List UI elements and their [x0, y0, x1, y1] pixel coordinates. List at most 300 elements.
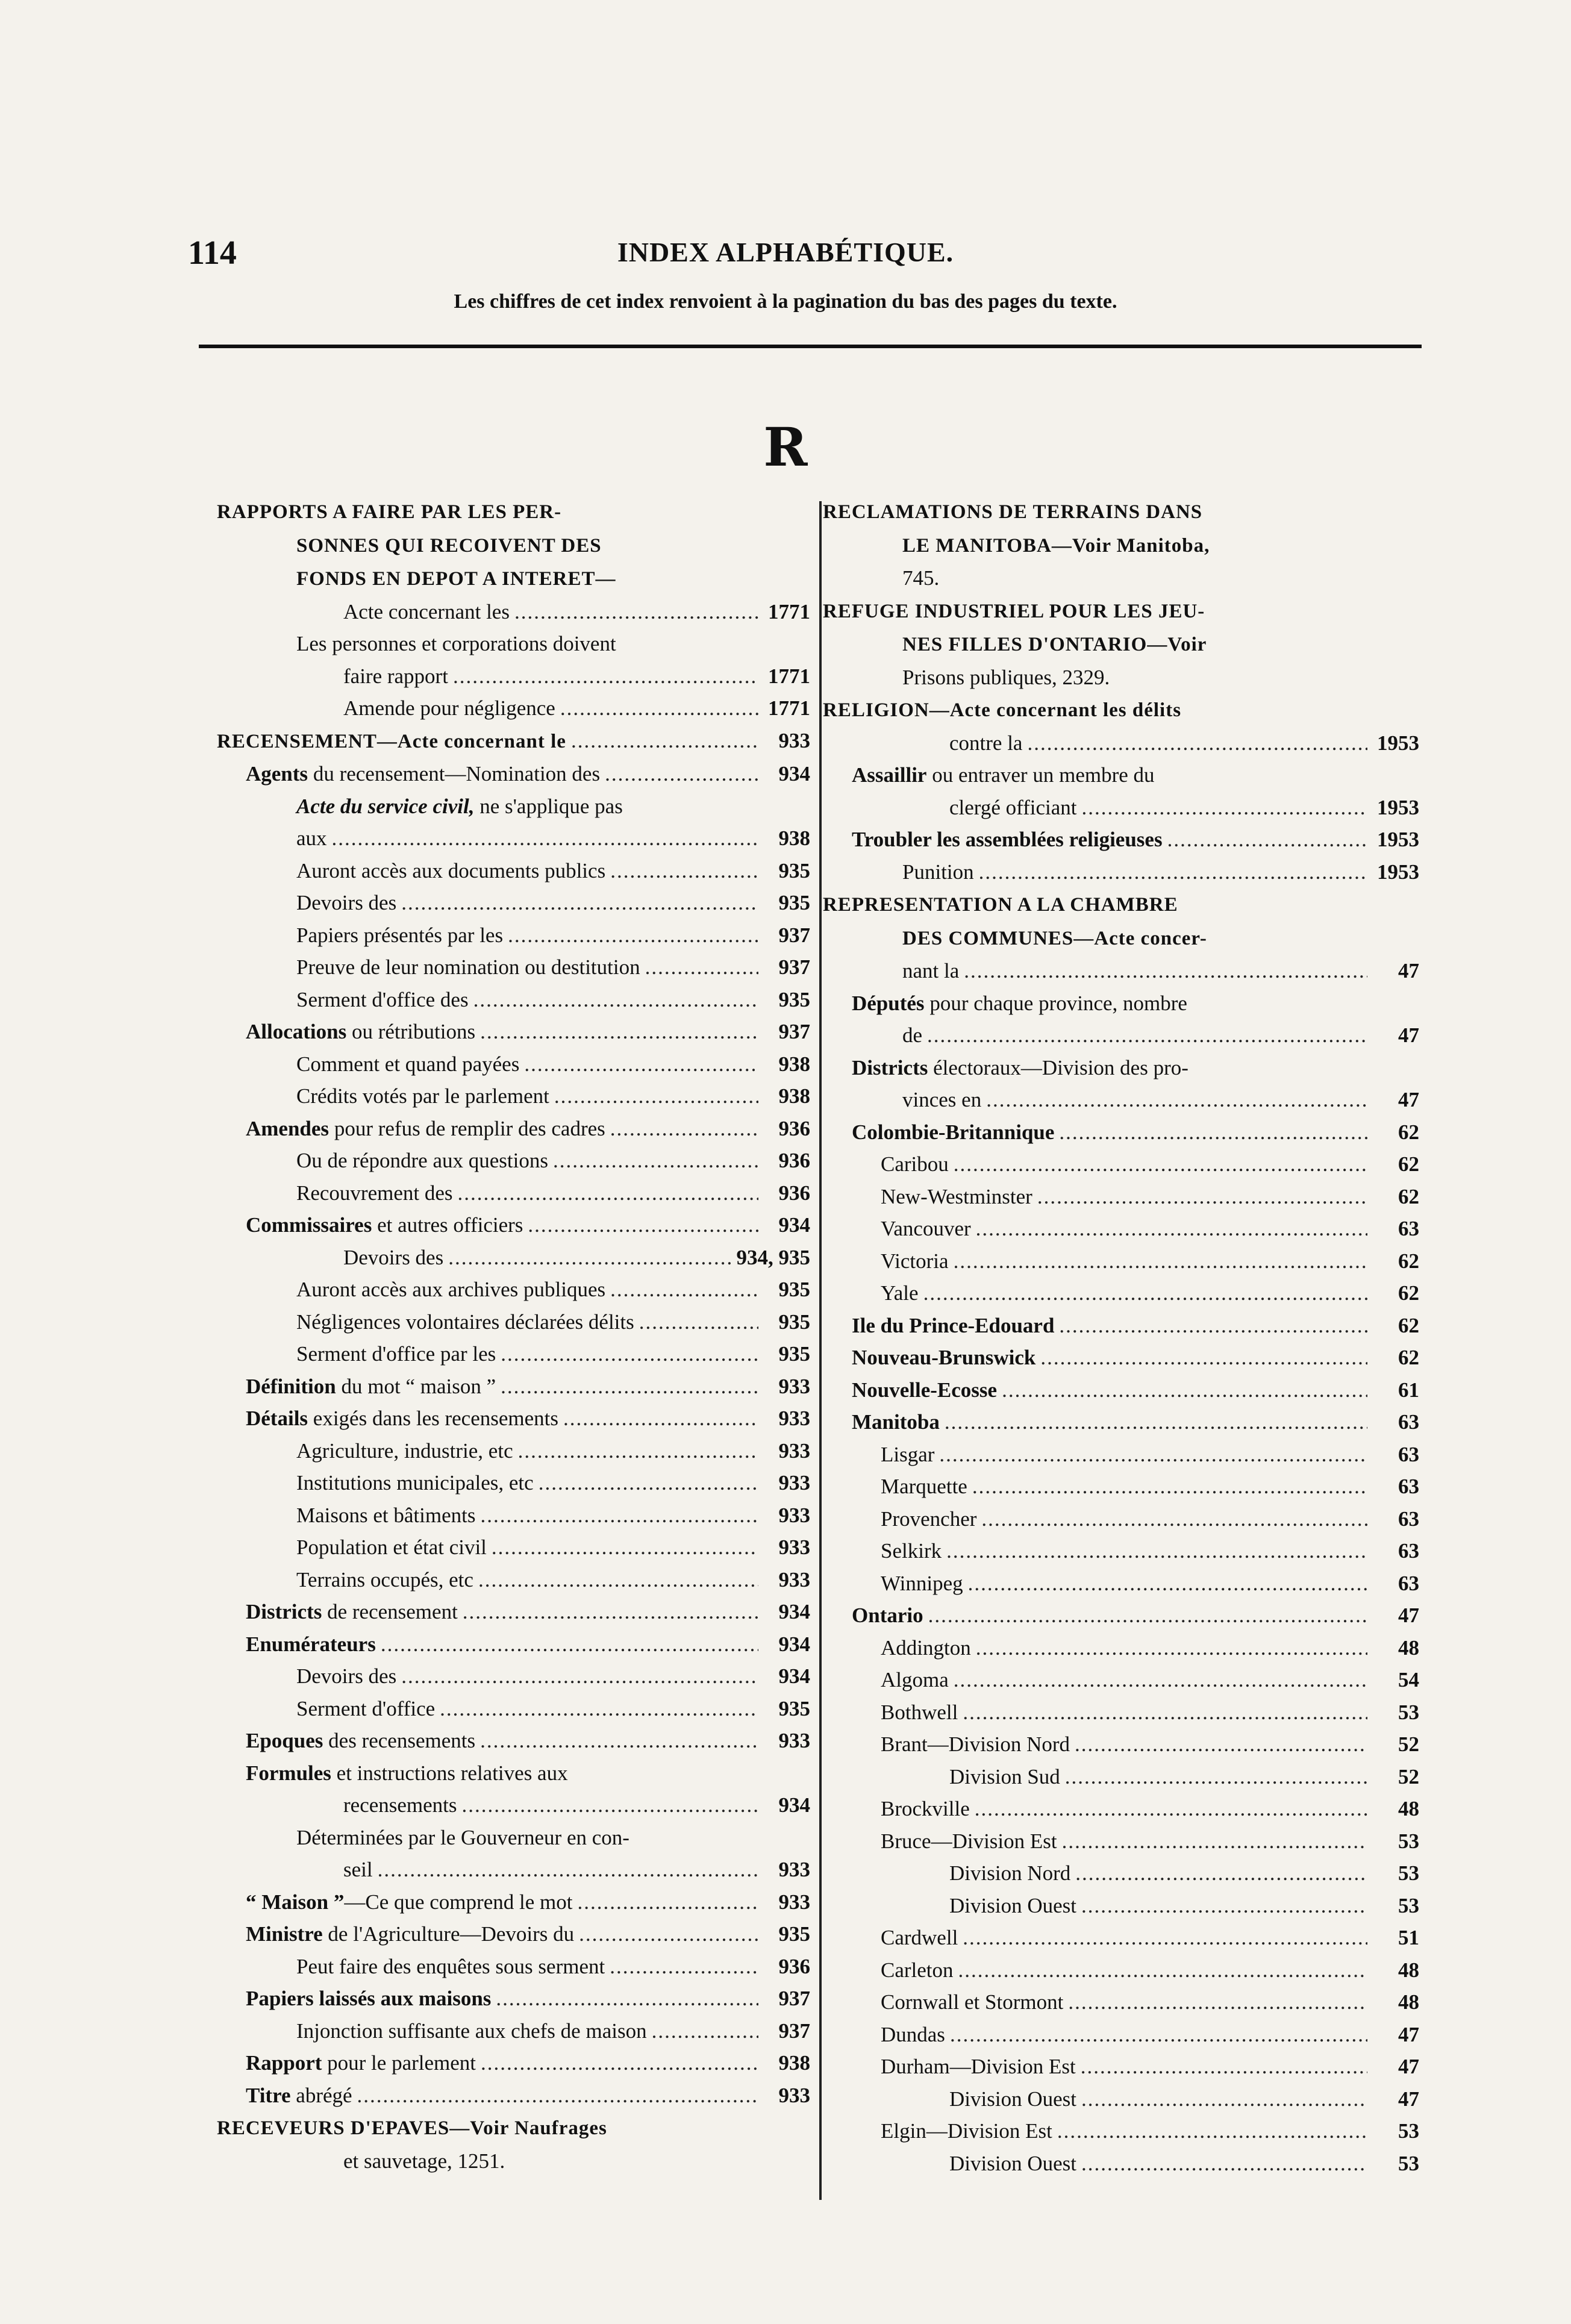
- section-letter: R: [763, 416, 808, 478]
- page-reference: 62: [1398, 1313, 1419, 1337]
- page-reference: 935: [778, 1310, 810, 1334]
- entry-text: Allocations ou rétributions: [246, 1020, 476, 1043]
- index-column-left: [217, 495, 810, 2177]
- entry-text: Lisgar: [881, 1442, 935, 1466]
- page-reference: 933: [778, 1858, 810, 1881]
- leader-dots: [975, 1793, 1367, 1825]
- index-entry: [823, 1761, 1419, 1793]
- entry-text: Auront accès aux documents publics: [296, 858, 606, 882]
- page-reference: 935: [778, 1278, 810, 1301]
- entry-text: Elgin—Division Est: [881, 2119, 1052, 2143]
- leader-dots: [639, 1306, 758, 1338]
- leader-dots: [963, 1696, 1367, 1729]
- entry-text: REPRESENTATION A LA CHAMBRE: [823, 894, 1178, 916]
- leader-dots: [577, 1886, 758, 1919]
- page-reference: 934, 935: [736, 1245, 810, 1269]
- entry-text: Division Nord: [949, 1861, 1071, 1885]
- index-entry: [217, 1016, 810, 1048]
- entry-text: Troubler les assemblées religieuses: [852, 828, 1163, 851]
- index-entry: [217, 822, 810, 855]
- leader-dots: [645, 951, 758, 984]
- leader-dots: [986, 1084, 1367, 1116]
- index-entry: [217, 951, 810, 984]
- entry-text: Dundas: [881, 2022, 945, 2046]
- index-entry: [217, 1596, 810, 1628]
- page-reference: 937: [778, 1020, 810, 1043]
- page-reference: 47: [1398, 1604, 1419, 1627]
- page-reference: 933: [778, 1407, 810, 1430]
- entry-text: Agriculture, industrie, etc: [296, 1438, 513, 1463]
- entry-text: Cardwell: [881, 1926, 958, 1949]
- entry-text: Commissaires et autres officiers: [246, 1213, 523, 1237]
- leader-dots: [579, 1918, 758, 1951]
- page-reference: 63: [1398, 1571, 1419, 1595]
- index-entry: [217, 1370, 810, 1403]
- leader-dots: [945, 1406, 1367, 1438]
- leader-dots: [950, 2019, 1367, 2051]
- index-entry: [823, 1954, 1419, 1987]
- entry-text: Papiers laissés aux maisons: [246, 1987, 492, 2010]
- index-entry: [823, 888, 1419, 922]
- index-entry: [217, 1951, 810, 1983]
- leader-dots: [1059, 1116, 1367, 1149]
- entry-text: RECLAMATIONS DE TERRAINS DANS: [823, 501, 1203, 523]
- entry-text: clergé officiant: [949, 795, 1077, 819]
- entry-text: Serment d'office par les: [296, 1342, 496, 1366]
- page-reference: 933: [778, 728, 810, 752]
- entry-text: Division Ouest: [949, 2151, 1076, 2175]
- index-entry: [217, 790, 810, 823]
- page-reference: 52: [1398, 1732, 1419, 1756]
- entry-text: FONDS EN DEPOT A INTERET—: [296, 568, 616, 590]
- entry-text: Amende pour négligence: [343, 696, 555, 720]
- index-entry: [217, 1693, 810, 1725]
- entry-text: Population et état civil: [296, 1535, 487, 1559]
- entry-text: Punition: [902, 860, 974, 884]
- entry-text: Acte concernant les: [343, 599, 510, 623]
- leader-dots: [1081, 2051, 1367, 2083]
- entry-text: Carleton: [881, 1958, 954, 1982]
- index-entry: [217, 1080, 810, 1113]
- page-reference: 48: [1398, 1797, 1419, 1820]
- page-reference: 938: [778, 1052, 810, 1076]
- page-reference: 63: [1398, 1410, 1419, 1434]
- page-reference: 63: [1398, 1475, 1419, 1498]
- page-reference: 938: [778, 2051, 810, 2075]
- header-rule: [199, 345, 1422, 348]
- index-entry: [823, 1181, 1419, 1213]
- leader-dots: [480, 1016, 758, 1048]
- index-entry: [823, 1696, 1419, 1729]
- entry-text: Ou de répondre aux questions: [296, 1149, 548, 1172]
- leader-dots: [518, 1435, 758, 1467]
- page-reference: 933: [778, 1729, 810, 1752]
- index-entry: [823, 823, 1419, 856]
- leader-dots: [1081, 2148, 1367, 2180]
- page-reference: 933: [778, 1567, 810, 1592]
- page-reference: 53: [1398, 1893, 1419, 1917]
- index-entry: [217, 2111, 810, 2145]
- page-reference: 48: [1398, 1958, 1419, 1982]
- index-column-right: [823, 495, 1419, 2179]
- leader-dots: [610, 855, 758, 887]
- index-entry: [823, 1438, 1419, 1471]
- page-reference: 47: [1398, 2022, 1419, 2046]
- entry-text: Députés pour chaque province, nombre: [852, 991, 1187, 1015]
- leader-dots: [473, 984, 758, 1016]
- leader-dots: [610, 1273, 758, 1306]
- index-entry: [217, 1467, 810, 1499]
- entry-text: Ontario: [852, 1604, 923, 1627]
- index-entry: [217, 529, 810, 563]
- entry-text: Injonction suffisante aux chefs de maison: [296, 2019, 647, 2043]
- entry-text: NES FILLES D'ONTARIO—Voir: [902, 634, 1207, 655]
- leader-dots: [964, 955, 1367, 987]
- entry-text: New-Westminster: [881, 1184, 1032, 1208]
- page-reference: 54: [1398, 1668, 1419, 1691]
- entry-text: RELIGION—Acte concernant les délits: [823, 699, 1182, 721]
- page-reference: 934: [778, 1213, 810, 1237]
- index-entry: [823, 1503, 1419, 1535]
- leader-dots: [976, 1213, 1367, 1245]
- index-entry: [823, 792, 1419, 824]
- entry-text: Détails exigés dans les recensements: [246, 1407, 559, 1430]
- page-reference: 63: [1398, 1539, 1419, 1563]
- index-entry: [823, 1599, 1419, 1632]
- leader-dots: [453, 660, 758, 693]
- entry-text: “ Maison ”—Ce que comprend le mot: [246, 1890, 573, 1914]
- leader-dots: [1068, 1986, 1367, 2019]
- page-reference: 1953: [1377, 828, 1419, 851]
- leader-dots: [440, 1693, 758, 1725]
- entry-text: Winnipeg: [881, 1571, 963, 1595]
- entry-text: Bothwell: [881, 1700, 958, 1724]
- leader-dots: [508, 919, 758, 952]
- page-reference: 1953: [1377, 731, 1419, 755]
- index-entry: [217, 1757, 810, 1790]
- index-entry: [823, 1245, 1419, 1278]
- leader-dots: [1075, 1728, 1367, 1761]
- entry-text: Districts électoraux—Division des pro-: [852, 1055, 1188, 1079]
- leader-dots: [381, 1628, 758, 1661]
- entry-text: Devoirs des: [296, 1664, 397, 1688]
- index-entry: [823, 1374, 1419, 1407]
- index-entry: [217, 2015, 810, 2048]
- index-entry: [217, 1886, 810, 1919]
- leader-dots: [332, 822, 758, 855]
- leader-dots: [605, 758, 758, 790]
- entry-text: Maisons et bâtiments: [296, 1503, 476, 1527]
- index-entry: [217, 1822, 810, 1854]
- page-reference: 937: [778, 923, 810, 947]
- index-entry: [823, 955, 1419, 987]
- entry-text: Titre abrégé: [246, 2083, 352, 2107]
- index-entry: [823, 2051, 1419, 2083]
- leader-dots: [401, 1660, 758, 1693]
- index-entry: [217, 660, 810, 693]
- leader-dots: [954, 1245, 1367, 1278]
- page-reference: 935: [778, 858, 810, 882]
- index-entry: [217, 1531, 810, 1564]
- page-reference: 937: [778, 1987, 810, 2010]
- leader-dots: [1057, 2115, 1367, 2148]
- index-entry: [823, 1986, 1419, 2019]
- entry-text: Devoirs des: [296, 891, 397, 914]
- leader-dots: [939, 1438, 1367, 1471]
- index-entry: [823, 1825, 1419, 1858]
- leader-dots: [448, 1242, 731, 1274]
- entry-text: Vancouver: [881, 1217, 971, 1240]
- index-entry: [217, 1564, 810, 1596]
- index-entry: [823, 1922, 1419, 1954]
- index-entry: [823, 1213, 1419, 1245]
- leader-dots: [923, 1277, 1367, 1310]
- leader-dots: [501, 1370, 758, 1403]
- leader-dots: [1075, 1857, 1367, 1890]
- index-entry: [217, 1273, 810, 1306]
- entry-text: Selkirk: [881, 1539, 942, 1563]
- entry-text: RAPPORTS A FAIRE PAR LES PER-: [217, 501, 562, 523]
- index-entry: [217, 596, 810, 628]
- leader-dots: [496, 1982, 758, 2015]
- entry-text: faire rapport: [343, 664, 448, 688]
- entry-text: SONNES QUI RECOIVENT DES: [296, 534, 602, 557]
- index-entry: [217, 1113, 810, 1145]
- entry-text: REFUGE INDUSTRIEL POUR LES JEU-: [823, 600, 1205, 622]
- entry-text: RECENSEMENT—Acte concernant le: [217, 730, 566, 752]
- entry-text: Serment d'office des: [296, 987, 469, 1011]
- running-title: INDEX ALPHABÉTIQUE.: [617, 237, 954, 267]
- page-reference: 934: [778, 762, 810, 786]
- page-reference: 933: [778, 1503, 810, 1527]
- leader-dots: [478, 1564, 758, 1596]
- entry-text: Terrains occupés, etc: [296, 1567, 473, 1592]
- leader-dots: [1059, 1310, 1367, 1342]
- leader-dots: [1065, 1761, 1367, 1793]
- entry-text: Brant—Division Nord: [881, 1732, 1070, 1756]
- leader-dots: [963, 1922, 1367, 1954]
- leader-dots: [501, 1338, 758, 1370]
- page-reference: 62: [1398, 1120, 1419, 1144]
- page-header: [0, 0, 1571, 361]
- entry-text: nant la: [902, 959, 960, 982]
- leader-dots: [458, 1177, 759, 1210]
- index-entry: [823, 1728, 1419, 1761]
- index-entry: [823, 856, 1419, 889]
- entry-text: Colombie-Britannique: [852, 1120, 1055, 1144]
- leader-dots: [528, 1209, 758, 1242]
- entry-text: Assaillir ou entraver un membre du: [852, 763, 1155, 787]
- leader-dots: [480, 1499, 758, 1532]
- index-entry: [217, 1660, 810, 1693]
- index-entry: [217, 1402, 810, 1435]
- leader-dots: [378, 1854, 758, 1886]
- page-reference: 938: [778, 826, 810, 850]
- index-entry: [823, 595, 1419, 628]
- page-reference: 1771: [768, 599, 810, 623]
- leader-dots: [976, 1632, 1367, 1664]
- index-entry: [823, 2083, 1419, 2116]
- entry-text: LE MANITOBA—Voir Manitoba,: [902, 534, 1210, 557]
- entry-text: Négligences volontaires déclarées délits: [296, 1310, 634, 1334]
- entry-text: seil: [343, 1858, 373, 1881]
- index-entry: [217, 758, 810, 790]
- page-reference: 53: [1398, 1861, 1419, 1885]
- entry-text: DES COMMUNES—Acte concer-: [902, 927, 1207, 949]
- index-entry: [823, 727, 1419, 760]
- page-reference: 937: [778, 2019, 810, 2043]
- index-entry: [217, 495, 810, 529]
- column-divider: [819, 501, 822, 2200]
- leader-dots: [927, 1019, 1367, 1052]
- page-reference: 934: [778, 1632, 810, 1656]
- page-reference: 935: [778, 987, 810, 1011]
- page-reference: 53: [1398, 1829, 1419, 1853]
- page-reference: 935: [778, 1342, 810, 1366]
- page-reference: 935: [778, 1696, 810, 1720]
- page-reference: 47: [1398, 1088, 1419, 1111]
- index-entry: [823, 2148, 1419, 2180]
- page-reference: 63: [1398, 1217, 1419, 1240]
- index-entry: [823, 1148, 1419, 1181]
- page-reference: 62: [1398, 1184, 1419, 1208]
- entry-text: 745.: [902, 566, 940, 590]
- page-reference: 936: [778, 1954, 810, 1978]
- leader-dots: [463, 1596, 758, 1628]
- page-reference: 51: [1398, 1926, 1419, 1949]
- index-entry: [217, 1628, 810, 1661]
- page-reference: 1771: [768, 696, 810, 720]
- index-entry: [823, 1535, 1419, 1567]
- index-entry: [217, 1048, 810, 1081]
- entry-text: vinces en: [902, 1088, 982, 1111]
- index-entry: [217, 1918, 810, 1951]
- page-reference: 937: [778, 955, 810, 979]
- page-reference: 62: [1398, 1281, 1419, 1305]
- index-entry: [823, 693, 1419, 727]
- entry-text: Preuve de leur nomination ou destitution: [296, 955, 640, 979]
- page-reference: 63: [1398, 1507, 1419, 1531]
- entry-text: Crédits votés par le parlement: [296, 1084, 549, 1108]
- entry-text: de: [902, 1023, 923, 1047]
- entry-text: recensements: [343, 1793, 457, 1817]
- page-reference: 933: [778, 1438, 810, 1463]
- leader-dots: [554, 1080, 758, 1113]
- entry-text: Amendes pour refus de remplir des cadres: [246, 1116, 605, 1140]
- page-reference: 934: [778, 1664, 810, 1688]
- index-entry: [217, 725, 810, 758]
- index-entry: [823, 628, 1419, 661]
- leader-dots: [553, 1145, 758, 1177]
- leader-dots: [560, 692, 758, 725]
- entry-text: Districts de recensement: [246, 1600, 458, 1623]
- leader-dots: [539, 1467, 758, 1499]
- entry-text: RECEVEURS D'EPAVES—Voir Naufrages: [217, 2117, 607, 2139]
- page-reference: 933: [778, 1374, 810, 1398]
- entry-text: Cornwall et Stormont: [881, 1990, 1064, 2014]
- leader-dots: [954, 1664, 1367, 1696]
- leader-dots: [1002, 1374, 1367, 1407]
- entry-text: Prisons publiques, 2329.: [902, 665, 1110, 689]
- leader-dots: [1081, 1890, 1367, 1922]
- leader-dots: [1082, 792, 1367, 824]
- page-reference: 933: [778, 2083, 810, 2107]
- entry-text: Formules et instructions relatives aux: [246, 1761, 568, 1785]
- leader-dots: [1062, 1825, 1367, 1858]
- leader-dots: [652, 2015, 758, 2048]
- page-reference: 934: [778, 1600, 810, 1623]
- leader-dots: [958, 1954, 1367, 1987]
- entry-text: et sauvetage, 1251.: [343, 2149, 505, 2173]
- index-entry: [217, 1145, 810, 1177]
- index-entry: [823, 1632, 1419, 1664]
- entry-text: Division Ouest: [949, 2087, 1076, 2111]
- index-entry: [217, 692, 810, 725]
- leader-dots: [954, 1148, 1367, 1181]
- page-reference: 938: [778, 1084, 810, 1108]
- leader-dots: [981, 1503, 1367, 1535]
- entry-text: Victoria: [881, 1249, 949, 1273]
- entry-text: Peut faire des enquêtes sous serment: [296, 1954, 605, 1978]
- entry-text: Auront accès aux archives publiques: [296, 1278, 606, 1301]
- entry-text: Yale: [881, 1281, 919, 1305]
- index-entry: [823, 1857, 1419, 1890]
- entry-text: Division Sud: [949, 1764, 1060, 1788]
- entry-text: Enumérateurs: [246, 1632, 376, 1656]
- entry-text: Rapport pour le parlement: [246, 2051, 476, 2075]
- page-reference: 63: [1398, 1442, 1419, 1466]
- index-entry: [217, 1338, 810, 1370]
- entry-text: Définition du mot “ maison ”: [246, 1374, 496, 1398]
- index-entry: [823, 1470, 1419, 1503]
- entry-text: Manitoba: [852, 1410, 940, 1434]
- page-reference: 1953: [1377, 860, 1419, 884]
- page-reference: 934: [778, 1793, 810, 1817]
- leader-dots: [462, 1789, 758, 1822]
- entry-text: Caribou: [881, 1152, 949, 1176]
- leader-dots: [979, 856, 1367, 889]
- index-entry: [217, 1499, 810, 1532]
- leader-dots: [610, 1951, 758, 1983]
- index-entry: [823, 562, 1419, 595]
- entry-text: Durham—Division Est: [881, 2055, 1076, 2078]
- index-entry: [823, 1406, 1419, 1438]
- index-entry: [217, 984, 810, 1016]
- index-note: Les chiffres de cet index renvoient à la pagination du bas des pages du texte.: [454, 290, 1117, 313]
- page-reference: 62: [1398, 1249, 1419, 1273]
- index-entry: [217, 2145, 810, 2178]
- index-entry: [823, 922, 1419, 955]
- entry-text: Ministre de l'Agriculture—Devoirs du: [246, 1922, 575, 1946]
- index-entry: [823, 1342, 1419, 1374]
- leader-dots: [357, 2079, 758, 2112]
- page-reference: 48: [1398, 1635, 1419, 1660]
- leader-dots: [401, 887, 758, 919]
- index-entry: [823, 1664, 1419, 1696]
- index-entry: [217, 919, 810, 952]
- page-reference: 936: [778, 1181, 810, 1205]
- entry-text: Papiers présentés par les: [296, 923, 504, 947]
- index-entry: [823, 529, 1419, 563]
- index-entry: [217, 1306, 810, 1338]
- page-reference: 933: [778, 1890, 810, 1914]
- page-reference: 47: [1398, 1023, 1419, 1047]
- entry-text: Déterminées par le Gouverneur en con-: [296, 1825, 629, 1849]
- page-reference: 47: [1398, 2055, 1419, 2078]
- entry-text: Les personnes et corporations doivent: [296, 632, 616, 655]
- entry-text: Acte du service civil, ne s'applique pas: [296, 794, 623, 818]
- page-reference: 62: [1398, 1152, 1419, 1176]
